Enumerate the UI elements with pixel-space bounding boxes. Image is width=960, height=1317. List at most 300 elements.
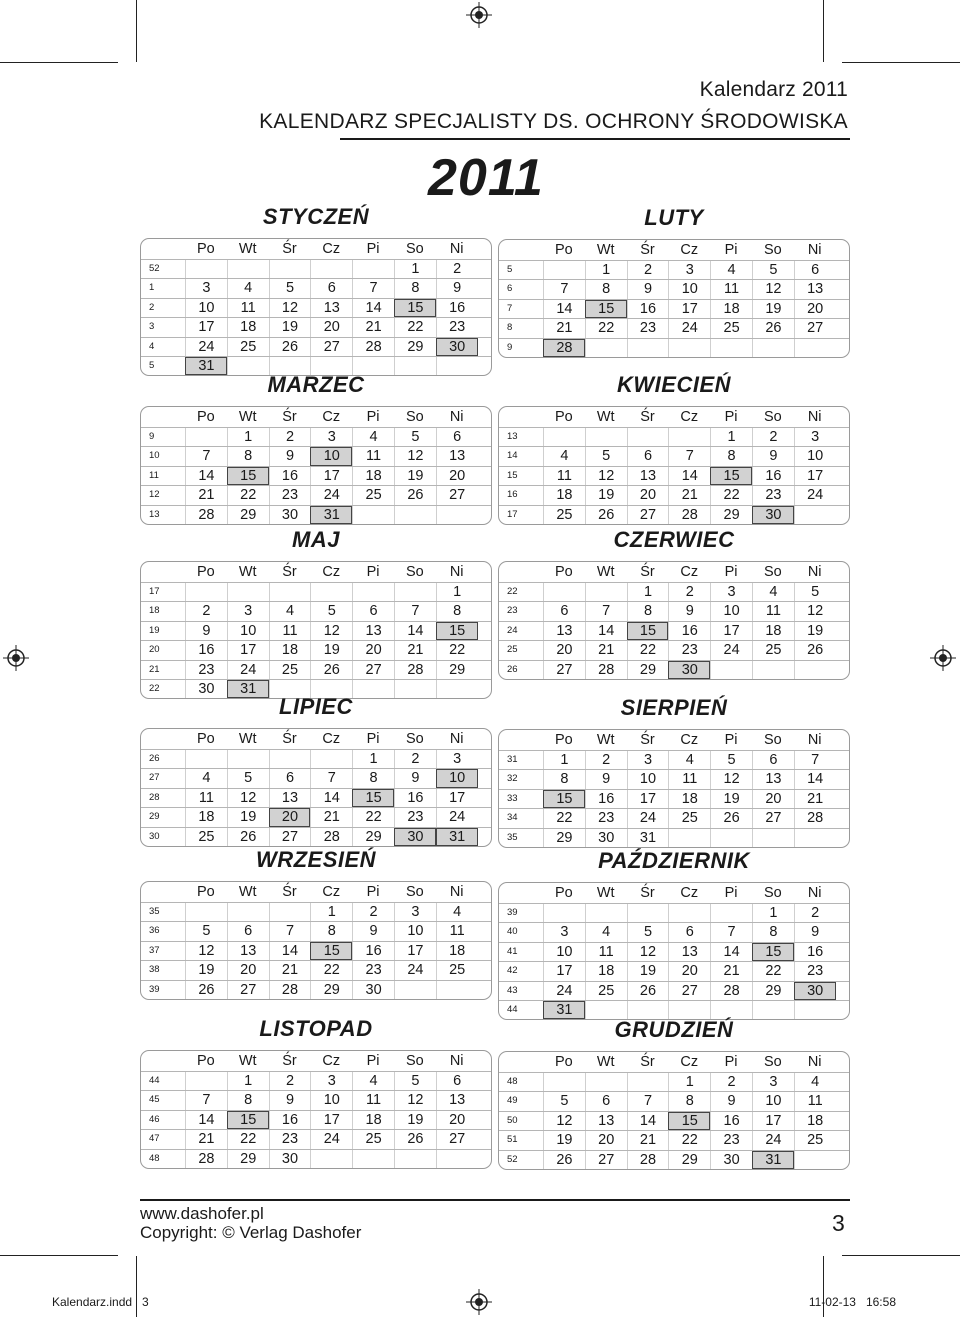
day-cell: 7 [310,769,352,787]
day-cell: 2 [269,428,311,446]
day-cell: 15 [352,789,394,807]
day-cell: 1 [352,750,394,768]
weekday-label: Śr [640,242,655,258]
empty-day-cell [352,260,394,278]
day-cell: 15 [227,1111,269,1129]
month-table [140,406,492,525]
week-number: 2 [149,301,155,313]
week-row [499,318,849,337]
week-number: 22 [507,586,518,597]
crop-mark [842,1255,960,1256]
day-cell: 17 [627,790,669,808]
day-cell: 21 [710,962,752,980]
month-block [140,370,492,525]
day-cell: 14 [394,622,436,640]
weekday-label: Wt [238,241,257,257]
weekday-label: Ni [807,409,822,425]
month-block [498,370,850,525]
month-table [140,238,492,376]
week-number: 31 [507,754,518,765]
month-block [498,846,850,1020]
day-cell: 26 [752,319,794,337]
crop-mark [842,62,960,63]
day-cell: 22 [227,486,269,504]
day-cell: 25 [352,1130,394,1148]
week-number: 25 [507,644,518,656]
weekday-label: Cz [322,241,341,257]
day-cell: 20 [436,1111,478,1129]
weekday-header-row [141,729,491,749]
day-cell: 8 [436,602,478,620]
week-row [141,278,491,297]
year-heading: 2011 [428,149,544,207]
day-cell: 20 [585,1131,627,1149]
month-table [498,1051,850,1170]
empty-day-cell [310,1150,352,1168]
day-cell: 7 [794,751,836,769]
day-cell: 22 [436,641,478,659]
day-cell: 2 [710,1073,752,1091]
day-cell: 4 [710,261,752,279]
empty-day-cell [269,260,311,278]
week-number: 33 [507,792,518,804]
day-cell: 17 [436,789,478,807]
month-table [140,561,492,699]
month-name: LIPIEC [279,694,353,719]
week-row [141,298,491,317]
empty-day-cell [310,750,352,768]
day-cell: 17 [185,318,227,336]
month-block [498,525,850,680]
week-number: 49 [507,1095,518,1107]
day-cell: 29 [352,828,394,846]
crop-mark [0,62,118,63]
week-row [499,446,849,465]
week-row [499,299,849,318]
day-cell: 1 [227,1072,269,1090]
empty-day-cell [543,583,585,601]
week-number: 28 [149,791,160,803]
week-number: 50 [507,1114,518,1126]
print-timestamp: 11-02-13 16:58 [808,1295,896,1309]
day-cell: 28 [310,828,352,846]
week-number-header [141,239,185,259]
weekday-label: Śr [282,409,297,425]
day-cell: 9 [352,922,394,940]
week-row [499,961,849,980]
week-row [141,788,491,807]
week-number: 13 [507,431,518,442]
empty-day-cell [227,750,269,768]
empty-day-cell [710,661,752,679]
week-row [141,660,491,679]
weekday-header-row [141,239,491,259]
weekday-label: Po [197,409,215,425]
empty-day-cell [227,583,269,601]
day-cell: 13 [436,447,478,465]
day-cell: 26 [227,828,269,846]
day-cell: 29 [227,1150,269,1168]
day-cell: 17 [668,300,710,318]
week-number: 17 [149,586,160,597]
empty-day-cell [352,583,394,601]
empty-day-cell [394,1150,436,1168]
day-cell: 21 [185,486,227,504]
day-cell: 2 [668,583,710,601]
day-cell: 17 [710,622,752,640]
day-cell: 29 [310,981,352,999]
day-cell: 1 [585,261,627,279]
week-number: 7 [507,302,513,314]
day-cell: 2 [794,904,836,922]
weekday-label: So [406,241,424,257]
day-cell: 28 [543,339,585,357]
day-cell: 28 [269,981,311,999]
day-cell: 18 [352,1111,394,1129]
day-cell: 23 [436,318,478,336]
week-row [499,427,849,446]
day-cell: 7 [185,1091,227,1109]
empty-day-cell [269,903,311,921]
day-cell: 24 [752,1131,794,1149]
day-cell: 13 [227,942,269,960]
day-cell: 25 [436,961,478,979]
weekday-header-row [141,882,491,902]
day-cell: 5 [185,922,227,940]
week-number: 45 [149,1094,160,1106]
week-row [141,505,491,524]
day-cell: 12 [394,447,436,465]
week-number: 16 [507,489,518,501]
day-cell: 13 [794,280,836,298]
month-name: LISTOPAD [259,1016,373,1041]
week-number: 12 [149,489,160,501]
day-cell: 16 [794,943,836,961]
day-cell: 14 [310,789,352,807]
day-cell: 26 [394,486,436,504]
week-number-header [141,729,185,749]
weekday-label: Śr [282,564,297,580]
week-number: 22 [149,682,160,694]
day-cell: 20 [310,318,352,336]
empty-day-cell [394,981,436,999]
week-row [499,621,849,640]
day-cell: 19 [394,1111,436,1129]
week-number-header [141,407,185,427]
day-cell: 23 [269,486,311,504]
month-name: MARZEC [267,372,365,397]
week-row [499,808,849,827]
day-cell: 10 [668,280,710,298]
weekday-label: Śr [282,1053,297,1069]
day-cell: 2 [269,1072,311,1090]
day-cell: 7 [710,923,752,941]
empty-day-cell [185,260,227,278]
week-number: 48 [507,1076,518,1087]
weekday-label: Ni [449,241,464,257]
day-cell: 20 [436,467,478,485]
weekday-label: Wt [238,731,257,747]
day-cell: 26 [794,641,836,659]
day-cell: 4 [227,279,269,297]
month-name: CZERWIEC [613,527,735,552]
day-cell: 25 [710,319,752,337]
day-cell: 27 [543,661,585,679]
empty-day-cell [269,750,311,768]
day-cell: 18 [352,467,394,485]
crop-mark [823,0,824,62]
day-cell: 31 [436,828,478,846]
week-number: 36 [149,925,160,937]
empty-day-cell [752,339,794,357]
week-row [141,466,491,485]
month-block [498,693,850,848]
weekday-label: So [764,885,782,901]
weekday-label: So [764,1054,782,1070]
day-cell: 26 [710,809,752,827]
day-cell: 5 [310,602,352,620]
week-row [141,749,491,768]
day-cell: 5 [627,923,669,941]
day-cell: 24 [227,661,269,679]
day-cell: 18 [752,622,794,640]
week-number: 18 [149,605,160,617]
week-row [499,769,849,788]
day-cell: 9 [627,280,669,298]
day-cell: 7 [585,602,627,620]
weekday-label: Cz [680,409,699,425]
empty-day-cell [585,1073,627,1091]
day-cell: 5 [227,769,269,787]
day-cell: 26 [310,661,352,679]
day-cell: 10 [752,1092,794,1110]
week-number: 44 [507,1003,518,1015]
empty-day-cell [185,428,227,446]
day-cell: 9 [394,769,436,787]
weekday-label: Ni [807,885,822,901]
day-cell: 14 [585,622,627,640]
weekday-header-row [499,407,849,427]
weekday-header-row [499,562,849,582]
week-number-header [499,1052,543,1072]
day-cell: 11 [185,789,227,807]
weekday-label: Ni [449,731,464,747]
empty-day-cell [668,829,710,847]
day-cell: 16 [352,942,394,960]
week-number: 23 [507,605,518,617]
day-cell: 7 [352,279,394,297]
week-row [499,485,849,504]
week-number: 9 [507,341,513,353]
weekday-label: Cz [322,1053,341,1069]
day-cell: 1 [668,1073,710,1091]
empty-day-cell [543,428,585,446]
weekday-label: Śr [282,241,297,257]
day-cell: 4 [185,769,227,787]
day-cell: 27 [227,981,269,999]
weekday-label: Ni [449,884,464,900]
month-block [140,1014,492,1169]
day-cell: 20 [668,962,710,980]
day-cell: 12 [185,942,227,960]
weekday-label: Po [555,242,573,258]
day-cell: 16 [269,1111,311,1129]
day-cell: 24 [710,641,752,659]
weekday-label: Po [197,564,215,580]
week-number: 42 [507,965,518,977]
month-block [498,1015,850,1170]
day-cell: 7 [668,447,710,465]
week-number: 11 [149,469,159,481]
empty-day-cell [185,750,227,768]
weekday-label: Po [197,1053,215,1069]
day-cell: 8 [627,602,669,620]
day-cell: 26 [185,981,227,999]
day-cell: 2 [436,260,478,278]
footer-url: www.dashofer.pl [140,1204,264,1223]
week-number: 13 [149,508,160,520]
day-cell: 10 [310,447,352,465]
day-cell: 28 [710,982,752,1000]
day-cell: 14 [352,299,394,317]
day-cell: 14 [627,1112,669,1130]
day-cell: 5 [752,261,794,279]
page-number: 3 [832,1210,845,1236]
day-cell: 13 [543,622,585,640]
week-row [141,941,491,960]
day-cell: 29 [627,661,669,679]
day-cell: 25 [269,661,311,679]
day-cell: 4 [794,1073,836,1091]
week-number: 39 [149,983,160,995]
day-cell: 6 [269,769,311,787]
day-cell: 10 [394,922,436,940]
day-cell: 25 [752,641,794,659]
empty-day-cell [436,506,478,524]
month-table [498,239,850,358]
day-cell: 10 [227,622,269,640]
week-number: 39 [507,907,518,918]
week-row [141,259,491,278]
week-number: 24 [507,624,518,636]
day-cell: 4 [543,447,585,465]
weekday-label: Wt [596,732,615,748]
day-cell: 11 [227,299,269,317]
day-cell: 30 [794,982,836,1000]
day-cell: 25 [352,486,394,504]
day-cell: 12 [710,770,752,788]
week-number: 47 [149,1133,160,1145]
day-cell: 12 [752,280,794,298]
day-cell: 3 [710,583,752,601]
day-cell: 15 [436,622,478,640]
day-cell: 9 [585,770,627,788]
day-cell: 10 [310,1091,352,1109]
week-row [499,942,849,961]
empty-day-cell [585,428,627,446]
weekday-label: Cz [322,409,341,425]
day-cell: 21 [585,641,627,659]
weekday-label: Ni [449,564,464,580]
weekday-label: Pi [366,409,380,425]
day-cell: 27 [269,828,311,846]
day-cell: 13 [752,770,794,788]
day-cell: 17 [227,641,269,659]
day-cell: 5 [394,428,436,446]
week-number: 30 [149,830,160,842]
day-cell: 8 [394,279,436,297]
day-cell: 29 [752,982,794,1000]
footer-rule [140,1199,850,1201]
empty-day-cell [185,903,227,921]
day-cell: 22 [227,1130,269,1148]
week-row [499,338,849,357]
day-cell: 3 [752,1073,794,1091]
day-cell: 26 [585,506,627,524]
week-row [499,828,849,847]
day-cell: 27 [752,809,794,827]
day-cell: 9 [185,622,227,640]
day-cell: 13 [436,1091,478,1109]
week-number: 32 [507,773,518,785]
day-cell: 28 [394,661,436,679]
week-number: 35 [149,906,160,917]
weekday-label: So [764,732,782,748]
day-cell: 2 [585,751,627,769]
day-cell: 11 [269,622,311,640]
day-cell: 31 [627,829,669,847]
day-cell: 23 [794,962,836,980]
day-cell: 20 [352,641,394,659]
empty-day-cell [585,339,627,357]
week-row [141,601,491,620]
day-cell: 9 [710,1092,752,1110]
day-cell: 5 [794,583,836,601]
day-cell: 9 [269,447,311,465]
document-subtitle: KALENDARZ SPECJALISTY DS. OCHRONY ŚRODOWISKA [259,110,848,133]
day-cell: 3 [185,279,227,297]
month-block [498,203,850,358]
day-cell: 14 [668,467,710,485]
day-cell: 17 [394,942,436,960]
week-number-header [499,407,543,427]
day-cell: 4 [436,903,478,921]
day-cell: 1 [543,751,585,769]
day-cell: 31 [752,1151,794,1169]
empty-day-cell [227,903,269,921]
day-cell: 6 [794,261,836,279]
day-cell: 30 [269,1150,311,1168]
weekday-label: Cz [680,732,699,748]
day-cell: 1 [752,904,794,922]
day-cell: 10 [794,447,836,465]
day-cell: 27 [668,982,710,1000]
day-cell: 30 [185,680,227,698]
weekday-label: Pi [366,731,380,747]
day-cell: 4 [352,428,394,446]
day-cell: 24 [310,1130,352,1148]
weekday-label: Śr [640,409,655,425]
day-cell: 31 [227,680,269,698]
day-cell: 5 [710,751,752,769]
day-cell: 24 [310,486,352,504]
week-number: 27 [149,772,160,784]
day-cell: 31 [543,1001,585,1019]
day-cell: 18 [227,318,269,336]
week-row [141,1071,491,1090]
day-cell: 14 [794,770,836,788]
week-row [141,980,491,999]
